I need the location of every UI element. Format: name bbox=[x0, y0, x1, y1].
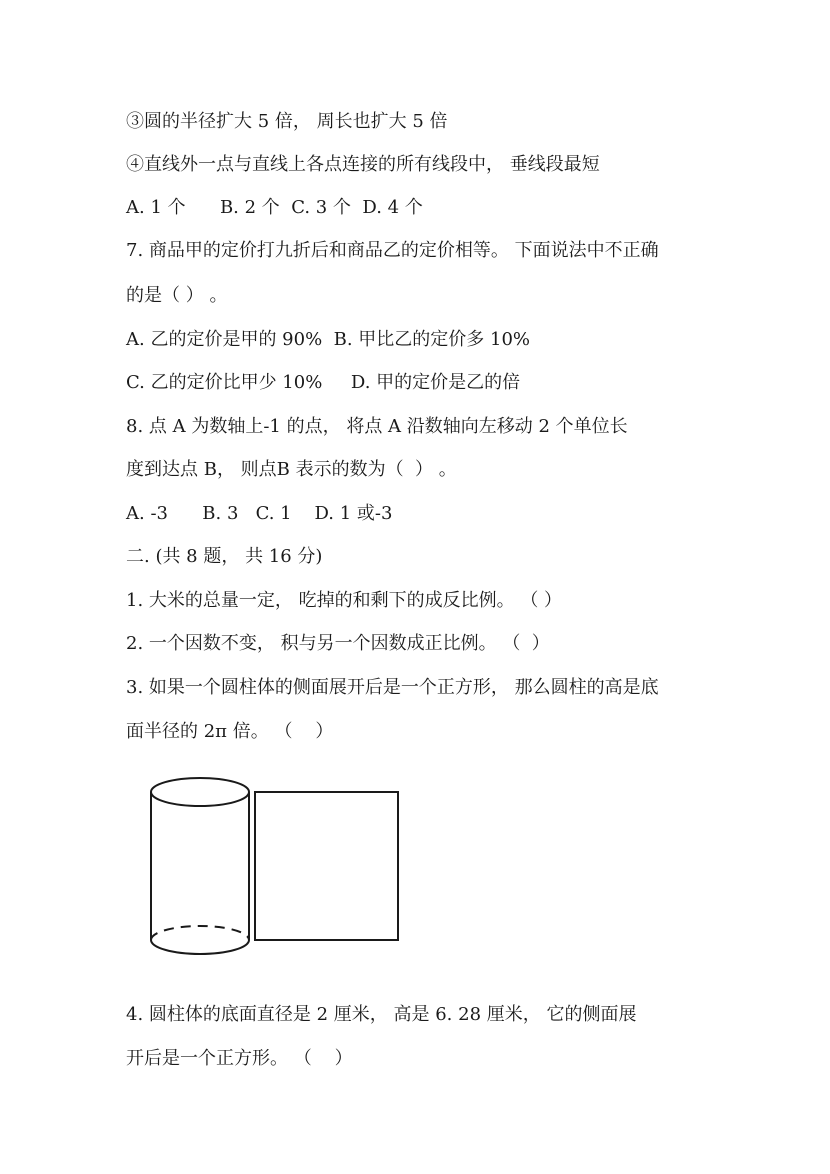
tf-question-2: 2. 一个因数不变， 积与另一个因数成正比例。 （ ） bbox=[126, 633, 550, 654]
cylinder-square-icon bbox=[140, 768, 410, 968]
q8-options: A. -3 B. 3 C. 1 D. 1 或-3 bbox=[126, 503, 393, 524]
q7-options-cd: C. 乙的定价比甲少 10% D. 甲的定价是乙的倍 bbox=[126, 372, 521, 393]
section-2-heading: 二. (共 8 题， 共 16 分) bbox=[126, 546, 323, 567]
q7-options-ab: A. 乙的定价是甲的 90% B. 甲比乙的定价多 10% bbox=[126, 329, 531, 350]
q8-stem-line1: 8. 点 A 为数轴上-1 的点， 将点 A 沿数轴向左移动 2 个单位长 bbox=[126, 416, 628, 437]
q8-stem-line2: 度到达点 B， 则点B 表示的数为（ ） 。 bbox=[126, 459, 457, 480]
tf-question-3-line1: 3. 如果一个圆柱体的侧面展开后是一个正方形， 那么圆柱的高是底 bbox=[126, 677, 659, 698]
tf-question-3-line2: 面半径的 2π 倍。 （ ） bbox=[126, 721, 334, 742]
statement-3: ③圆的半径扩大 5 倍， 周长也扩大 5 倍 bbox=[126, 111, 448, 132]
tf-question-4-line1: 4. 圆柱体的底面直径是 2 厘米， 高是 6. 28 厘米， 它的侧面展 bbox=[126, 1004, 637, 1025]
unrolled-square bbox=[255, 792, 398, 940]
q7-stem-line2: 的是（ ） 。 bbox=[126, 285, 228, 306]
statement-4: ④直线外一点与直线上各点连接的所有线段中， 垂线段最短 bbox=[126, 154, 600, 175]
tf-question-1: 1. 大米的总量一定， 吃掉的和剩下的成反比例。 （ ） bbox=[126, 590, 563, 611]
cylinder-unrolled-figure bbox=[140, 768, 410, 972]
cylinder-bottom-front bbox=[151, 940, 249, 954]
cylinder-top-ellipse bbox=[151, 778, 249, 806]
tf-question-4-line2: 开后是一个正方形。 （ ） bbox=[126, 1048, 353, 1069]
q6-options: A. 1 个 B. 2 个 C. 3 个 D. 4 个 bbox=[126, 197, 423, 218]
cylinder-bottom-back bbox=[151, 926, 249, 940]
q7-stem-line1: 7. 商品甲的定价打九折后和商品乙的定价相等。 下面说法中不正确 bbox=[126, 240, 659, 261]
